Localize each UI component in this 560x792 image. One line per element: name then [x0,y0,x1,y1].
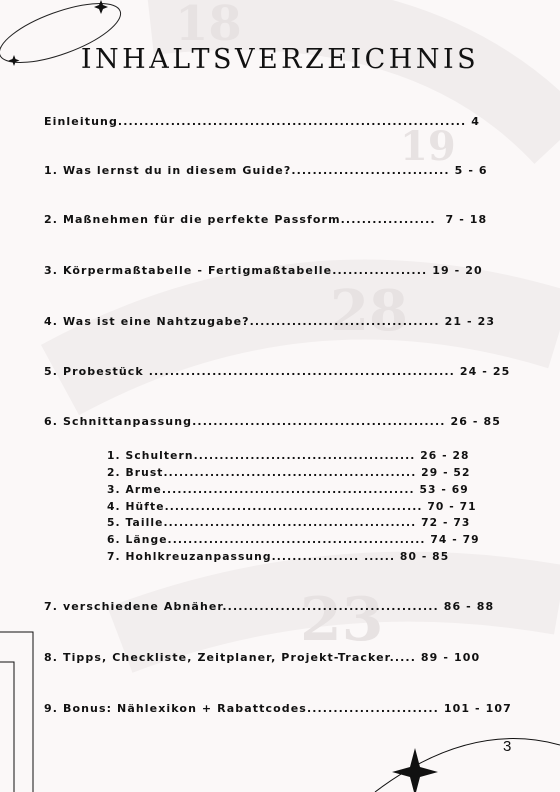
toc-entry-3: 3. Körpermaßtabelle - Fertigmaßtabelle.................. 19 - 20 [44,264,483,277]
toc-subentry-1: 1. Schultern........................................... 26 - 28 [107,449,470,462]
toc-subentry-2: 2. Brust................................................. 29 - 52 [107,466,471,479]
toc-subentry-5: 5. Taille................................................. 72 - 73 [107,516,471,529]
toc-entry-einleitung: Einleitung.................................................................. 4 [44,115,480,128]
toc-subentry-4: 4. Hüfte.................................................. 70 - 71 [107,500,477,513]
svg-text:19: 19 [400,123,456,170]
corner-frame-lines [0,632,33,792]
toc-entry-5: 5. Probestück .......................................................... 24 - 25 [44,365,511,378]
toc-entry-8: 8. Tipps, Checkliste, Zeitplaner, Projekt-Tracker..... 89 - 100 [44,651,481,664]
svg-text:18: 18 [175,0,242,52]
toc-subentry-6: 6. Länge.................................................. 74 - 79 [107,533,480,546]
svg-text:23: 23 [300,585,384,655]
page-title: INHALTSVERZEICHNIS [80,44,480,75]
toc-entry-9: 9. Bonus: Nählexikon + Rabattcodes......................... 101 - 107 [44,702,512,715]
toc-entry-6: 6. Schnittanpassung................................................ 26 - 85 [44,415,501,428]
toc-entry-2: 2. Maßnehmen für die perfekte Passform.................. 7 - 18 [44,213,488,226]
toc-entry-4: 4. Was ist eine Nahtzugabe?.................................... 21 - 23 [44,315,496,328]
toc-subentry-3: 3. Arme................................................. 53 - 69 [107,483,469,496]
toc-entry-7: 7. verschiedene Abnäher......................................... 86 - 88 [44,600,495,613]
bottom-orbit-arc [375,739,560,792]
toc-subentry-7: 7. Hohlkreuzanpassung................. ...... 80 - 85 [107,550,450,563]
toc-entry-1: 1. Was lernst du in diesem Guide?.............................. 5 - 6 [44,164,488,177]
svg-text:28: 28 [330,278,408,344]
page-number: 3 [503,738,512,755]
large-sparkle-star-icon [392,748,438,792]
